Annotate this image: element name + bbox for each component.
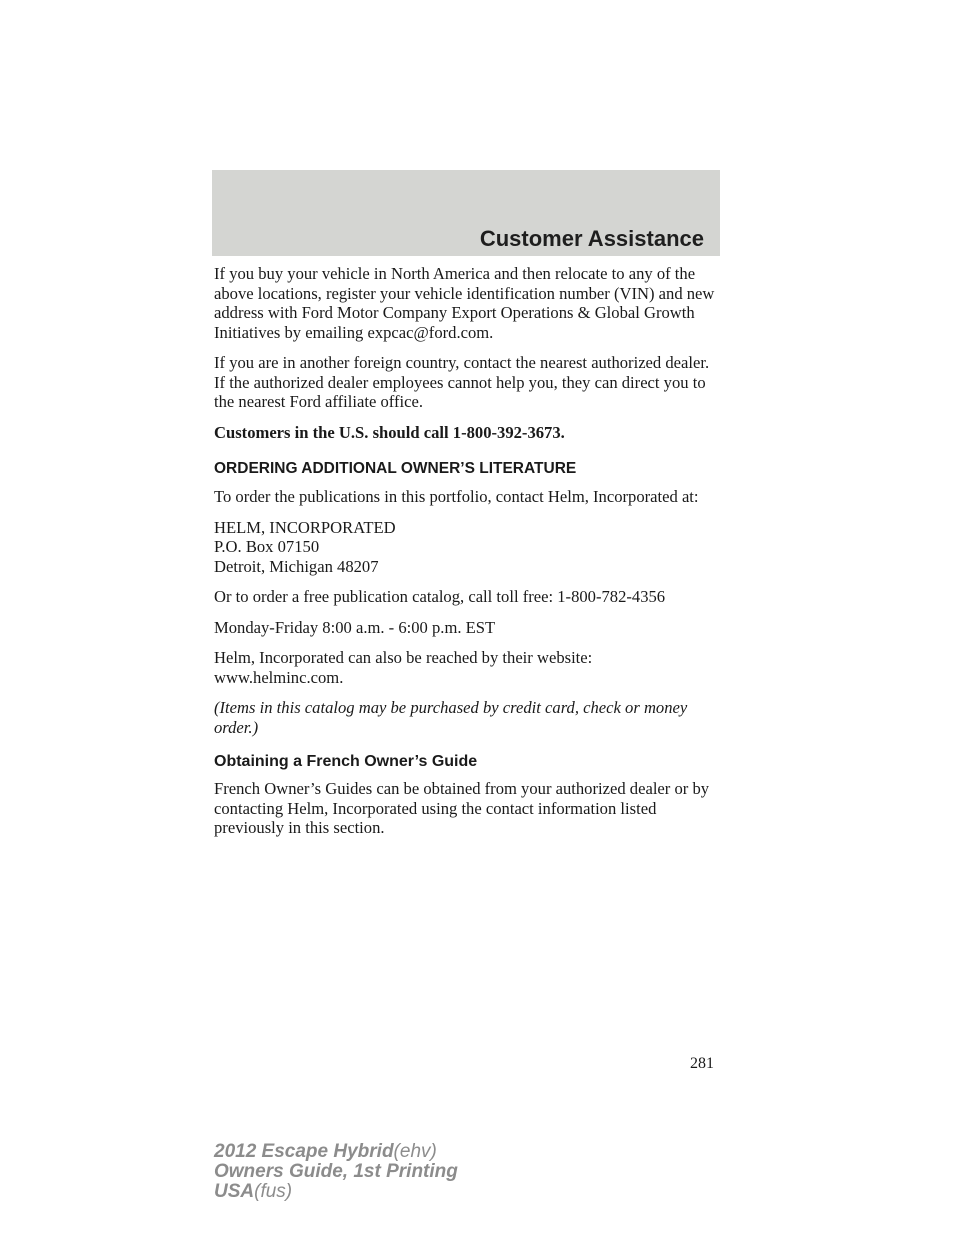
paragraph-payment-note: (Items in this catalog may be purchased by credit card, check or money order.)	[214, 698, 688, 737]
footer-model: 2012 Escape Hybrid	[214, 1141, 394, 1162]
address-line: P.O. Box 07150	[214, 537, 320, 556]
heading-french-guide: Obtaining a French Owner’s Guide	[214, 753, 478, 770]
footer-line-model	[214, 1142, 458, 1162]
paragraph-relocate: If you buy your vehicle in North America and then relocate to any of the above locations, register your vehicle identification number (VIN) and new address with Ford Motor Company Export Operations & Global Growth Initiatives by emailing expcac@ford.com.	[214, 264, 715, 342]
address-line: Detroit, Michigan 48207	[214, 556, 379, 576]
heading-ordering-literature: ORDERING ADDITIONAL OWNER’S LITERATURE	[214, 460, 577, 477]
paragraph-french-guide: French Owner’s Guides can be obtained from your authorized dealer or by contacting Helm, Incorporated using the contact information listed previously in this section.	[214, 779, 710, 837]
address-block	[214, 518, 720, 577]
footer-model-code: (ehv)	[393, 1141, 437, 1162]
footer-market: USA	[214, 1181, 255, 1202]
footer-market-code: (fus)	[254, 1181, 293, 1202]
page-number: 281	[690, 1055, 714, 1072]
address-line: HELM, INCORPORATED	[214, 517, 396, 537]
section-header-band	[212, 170, 720, 256]
page-content	[214, 264, 720, 849]
paragraph-order-publications: To order the publications in this portfolio, contact Helm, Incorporated at:	[214, 487, 699, 506]
section-title: Customer Assistance	[479, 226, 704, 251]
footer-imprint	[214, 1142, 458, 1202]
paragraph-hours: Monday-Friday 8:00 a.m. - 6:00 p.m. EST	[214, 617, 496, 637]
paragraph-catalog-phone: Or to order a free publication catalog, call toll free: 1-800-782-4356	[214, 587, 666, 606]
footer-line-printing: Owners Guide, 1st Printing	[214, 1161, 458, 1182]
paragraph-website: Helm, Incorporated can also be reached by their website: www.helminc.com.	[214, 648, 593, 687]
paragraph-foreign-country: If you are in another foreign country, contact the nearest authorized dealer. If the authorized dealer employees cannot help you, they can direct you to the nearest Ford affiliate office.	[214, 353, 710, 411]
paragraph-us-phone: Customers in the U.S. should call 1-800-392-3673.	[214, 422, 565, 442]
footer-line-market	[214, 1182, 458, 1202]
